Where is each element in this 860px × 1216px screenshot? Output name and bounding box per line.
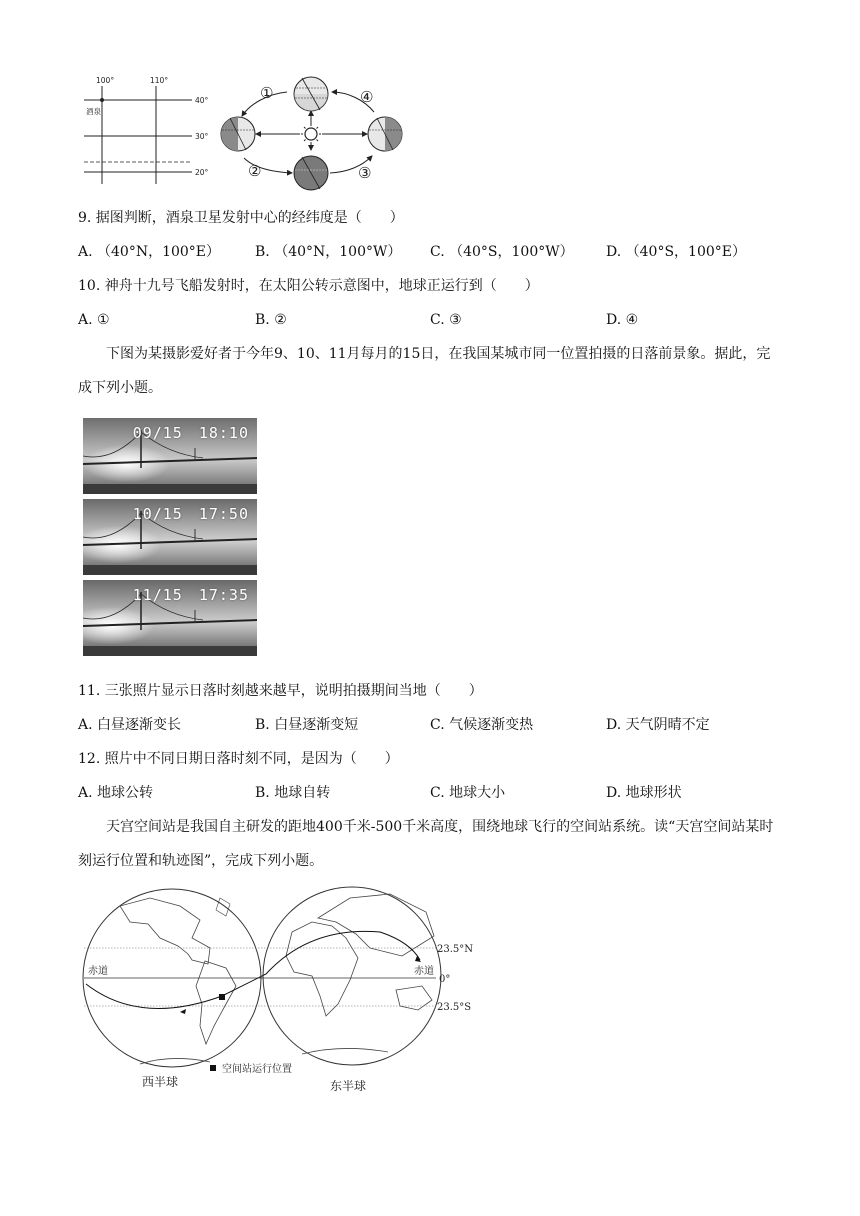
position-label-3: ③	[358, 164, 372, 182]
lon-label-100: 100°	[96, 76, 115, 85]
q11-option-b[interactable]: B. 白昼逐渐变短	[255, 717, 359, 733]
sunset-photo-1-label: 09/15 18:10	[132, 424, 249, 442]
q11-option-c[interactable]: C. 气候逐渐变热	[430, 717, 534, 733]
sunset-photo-1	[83, 418, 257, 494]
sunset-photo-3	[83, 580, 257, 656]
sunset-intro-paragraph: 下图为某摄影爱好者于今年9、10、11月每月的15日，在我国某城市同一位置拍摄的日落前景象。据此，完成下列小题。	[78, 346, 771, 396]
sun-icon	[301, 124, 321, 144]
q11-option-a[interactable]: A. 白昼逐渐变长	[78, 717, 182, 733]
earth-bottom-icon	[294, 156, 328, 190]
lat-label-23-5-s: 23.5°S	[437, 1002, 472, 1013]
lat-label-0: 0°	[439, 974, 451, 985]
eastern-hemisphere-label: 东半球	[330, 1079, 367, 1093]
q12-option-d[interactable]: D. 地球形状	[606, 785, 682, 801]
earth-top-icon	[294, 77, 328, 111]
q10-option-a[interactable]: A. ①	[78, 312, 110, 328]
q12-option-a[interactable]: A. 地球公转	[78, 785, 154, 801]
lat-label-23-5-n: 23.5°N	[437, 944, 474, 955]
lat-lon-grid-figure	[80, 74, 220, 186]
position-label-2: ②	[248, 162, 262, 180]
station-intro-paragraph: 天宫空间站是我国自主研发的距地400千米-500千米高度，围绕地球飞行的空间站系统。读“天宫空间站某时刻运行位置和轨迹图”，完成下列小题。	[78, 819, 774, 869]
question-9-stem: 9. 据图判断，酒泉卫星发射中心的经纬度是（ ）	[78, 210, 404, 226]
lon-label-110: 110°	[150, 76, 169, 85]
q10-option-d[interactable]: D. ④	[606, 312, 639, 328]
q12-option-c[interactable]: C. 地球大小	[430, 785, 506, 801]
lat-label-30: 30°	[195, 132, 209, 141]
question-10-stem: 10. 神舟十九号飞船发射时，在太阳公转示意图中，地球正运行到（ ）	[78, 278, 539, 294]
question-11-stem: 11. 三张照片显示日落时刻越来越早，说明拍摄期间当地（ ）	[78, 683, 483, 699]
q11-option-d[interactable]: D. 天气阴晴不定	[606, 717, 710, 733]
western-hemisphere-label: 西半球	[142, 1075, 179, 1089]
station-position-marker	[219, 994, 225, 1000]
legend-label: 空间站运行位置	[222, 1064, 292, 1075]
q12-option-b[interactable]: B. 地球自转	[255, 785, 331, 801]
earth-right-icon	[368, 117, 402, 151]
earth-left-icon	[221, 117, 255, 151]
lat-label-20: 20°	[195, 168, 209, 177]
equator-label-left: 赤道	[88, 966, 108, 977]
legend-marker	[210, 1065, 216, 1071]
position-label-4: ④	[360, 88, 374, 106]
sunset-photo-2	[83, 499, 257, 575]
q9-option-a[interactable]: A. （40°N，100°E）	[78, 244, 221, 260]
q10-option-c[interactable]: C. ③	[430, 312, 462, 328]
sunset-photo-3-label: 11/15 17:35	[132, 586, 249, 604]
lat-label-40: 40°	[195, 96, 209, 105]
equator-label-right: 赤道	[414, 966, 434, 977]
q9-option-b[interactable]: B. （40°N，100°W）	[255, 244, 402, 260]
q10-option-b[interactable]: B. ②	[255, 312, 287, 328]
question-12-stem: 12. 照片中不同日期日落时刻不同，是因为（ ）	[78, 751, 399, 767]
q9-option-d[interactable]: D. （40°S，100°E）	[606, 244, 746, 260]
position-label-1: ①	[260, 84, 274, 102]
q9-option-c[interactable]: C. （40°S，100°W）	[430, 244, 574, 260]
earth-orbit-figure	[212, 70, 412, 192]
sunset-photo-2-label: 10/15 17:50	[132, 505, 249, 523]
jiuquan-label: 酒泉	[86, 107, 101, 116]
hemisphere-map-figure	[80, 876, 480, 1094]
